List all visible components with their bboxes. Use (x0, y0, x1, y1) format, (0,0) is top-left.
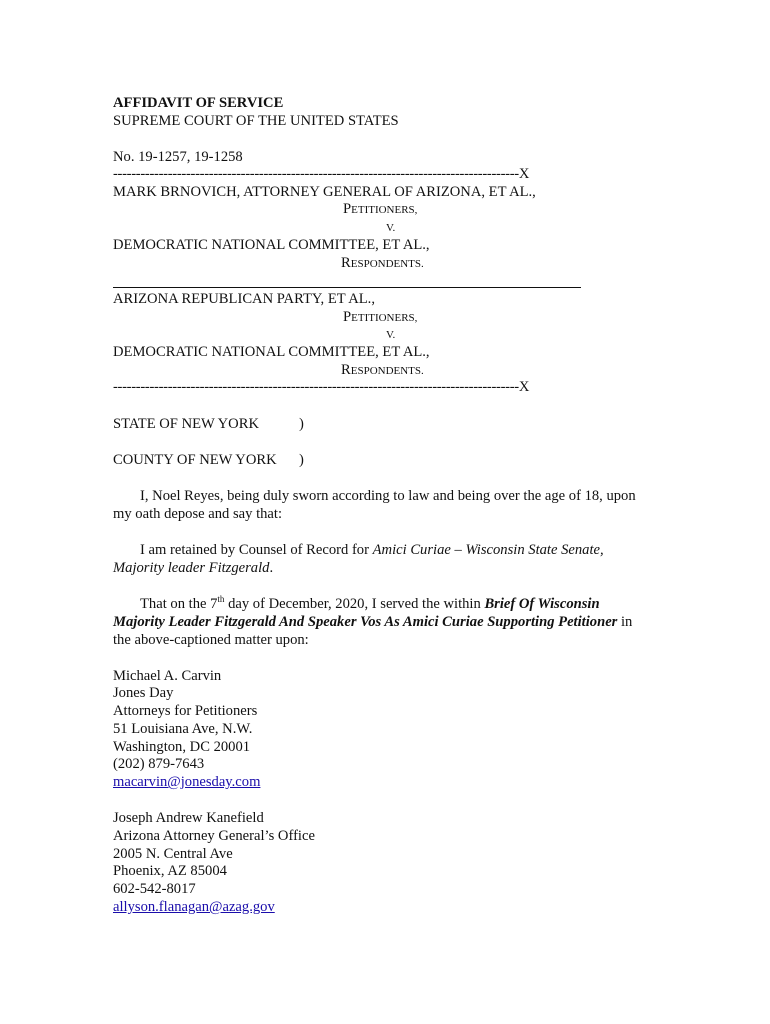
case-number: No. 19-1257, 19-1258 (113, 149, 243, 165)
caption-top-dash-line: -----------------------------------------------------------------------------------------X (113, 166, 530, 182)
case2-respondent: DEMOCRATIC NATIONAL COMMITTEE, ET AL., (113, 344, 430, 360)
recipient1-org: Jones Day (113, 685, 174, 701)
caption-divider (113, 287, 581, 288)
para3-line2: Majority Leader Fitzgerald And Speaker Vos As Amici Curiae Supporting Petitioner in (113, 614, 633, 630)
para2-line2: Majority leader Fitzgerald. (113, 560, 274, 576)
venue-county-paren: ) (299, 452, 304, 468)
recipient2-email[interactable]: allyson.flanagan@azag.gov (113, 899, 275, 915)
para1-line2: my oath depose and say that: (113, 506, 283, 522)
recipient1-city: Washington, DC 20001 (113, 739, 251, 755)
recipient2-email-link[interactable] (113, 898, 275, 916)
recipient1-role: Attorneys for Petitioners (113, 703, 258, 719)
case1-petitioners-label: PETITIONERS, (343, 201, 418, 217)
case1-respondents-label: RESPONDENTS. (341, 255, 424, 271)
case2-petitioner: ARIZONA REPUBLICAN PARTY, ET AL., (113, 291, 375, 307)
recipient2-city: Phoenix, AZ 85004 (113, 863, 227, 879)
recipient1-street: 51 Louisiana Ave, N.W. (113, 721, 253, 737)
recipient1-phone: (202) 879-7643 (113, 756, 205, 772)
recipient1-email[interactable]: macarvin@jonesday.com (113, 774, 261, 790)
recipient2-street: 2005 N. Central Ave (113, 846, 233, 862)
case2-petitioners-label: PETITIONERS, (343, 309, 418, 325)
recipient2-org: Arizona Attorney General’s Office (113, 828, 315, 844)
venue-state: STATE OF NEW YORK (113, 416, 259, 432)
caption-bottom-dash-line: -----------------------------------------------------------------------------------------X (113, 379, 530, 395)
para2-line1: I am retained by Counsel of Record for Amici Curiae – Wisconsin State Senate, (140, 542, 604, 558)
recipient2-name: Joseph Andrew Kanefield (113, 810, 264, 826)
case1-petitioner: MARK BRNOVICH, ATTORNEY GENERAL OF ARIZONA, ET AL., (113, 184, 536, 200)
case2-versus: V. (386, 329, 396, 341)
document-title: AFFIDAVIT OF SERVICE (113, 95, 284, 111)
case1-respondent: DEMOCRATIC NATIONAL COMMITTEE, ET AL., (113, 237, 430, 253)
court-name: SUPREME COURT OF THE UNITED STATES (113, 113, 399, 129)
para1-line1: I, Noel Reyes, being duly sworn according to law and being over the age of 18, upon (140, 488, 636, 504)
venue-county: COUNTY OF NEW YORK (113, 452, 277, 468)
para3-line3: the above-captioned matter upon: (113, 632, 309, 648)
case2-respondents-label: RESPONDENTS. (341, 362, 424, 378)
venue-state-paren: ) (299, 416, 304, 432)
recipient1-email-link[interactable] (113, 773, 260, 791)
para3-line1: That on the 7th day of December, 2020, I served the within Brief Of Wisconsin (140, 594, 600, 612)
recipient2-phone: 602-542-8017 (113, 881, 196, 897)
recipient1-name: Michael A. Carvin (113, 668, 222, 684)
case1-versus: V. (386, 222, 396, 234)
